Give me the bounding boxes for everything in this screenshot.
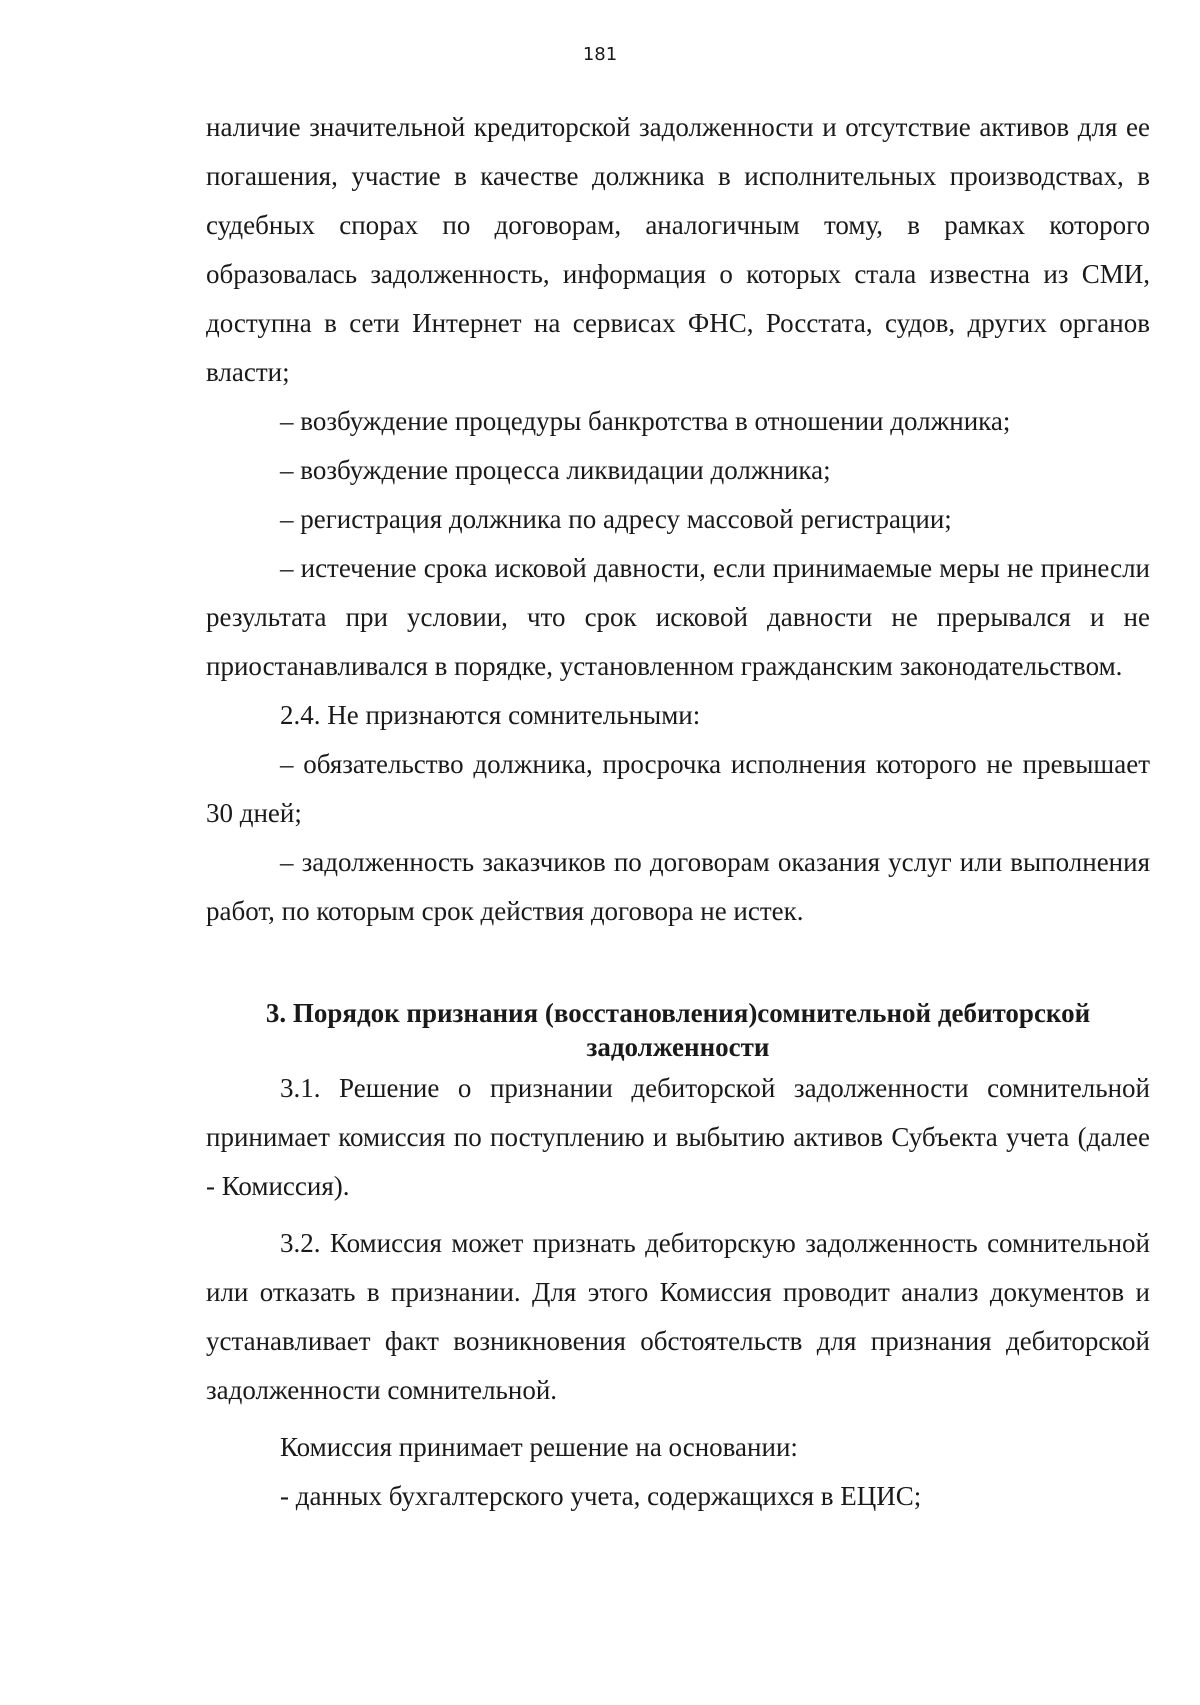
list-item-overdue-30-days: – обязательство должника, просрочка исполнения которого не превышает 30 дней; (206, 749, 1150, 828)
section-3-heading (206, 996, 1150, 1064)
list-item-liquidation: – возбуждение процесса ликвидации должника; (280, 455, 831, 485)
clause-3-1: 3.1. Решение о признании дебиторской задолженности сомнительной принимает комиссия по поступлению и выбытию активов Субъекта учета (далее - Комиссия). (206, 1073, 1150, 1201)
document-body (206, 103, 1150, 1521)
clause-3-2: 3.2. Комиссия может признать дебиторскую задолженность сомнительной или отказать в признании. Для этого Комиссия проводит анализ документов и устанавливает факт возникновения обстоятельств для признания дебиторской задолженности сомнительной. (206, 1228, 1150, 1405)
list-item-mass-registration: – регистрация должника по адресу массовой регистрации; (280, 504, 952, 534)
page-number: 181 (582, 44, 618, 65)
basis-intro: Комиссия принимает решение на основании: (280, 1432, 798, 1462)
list-item-customer-debt: – задолженность заказчиков по договорам оказания услуг или выполнения работ, по которым срок действия договора не истек. (206, 847, 1150, 926)
list-item-limitation-period: – истечение срока исковой давности, если принимаемые меры не принесли результата при условии, что срок исковой давности не прерывался и не приостанавливался в порядке, установленном гражданским законодательством. (206, 553, 1150, 681)
section-3-heading-line1: 3. Порядок признания (восстановления)сомнительной дебиторской (265, 998, 1091, 1028)
section-3-heading-line2: задолженности (586, 1032, 770, 1062)
clause-2-4: 2.4. Не признаются сомнительными: (280, 700, 701, 730)
list-item-accounting-data: - данных бухгалтерского учета, содержащихся в ЕЦИС; (280, 1481, 922, 1511)
paragraph-creditor-debt: наличие значительной кредиторской задолженности и отсутствие активов для ее погашения, участие в качестве должника в исполнительных производствах, в судебных спорах по договорам, аналогичным тому, в рамках которого образовалась задолженность, информация о которых стала известна из СМИ, доступна в сети Интернет на сервисах ФНС, Росстата, судов, других органов власти; (206, 112, 1150, 387)
list-item-bankruptcy: – возбуждение процедуры банкротства в отношении должника; (280, 406, 1011, 436)
